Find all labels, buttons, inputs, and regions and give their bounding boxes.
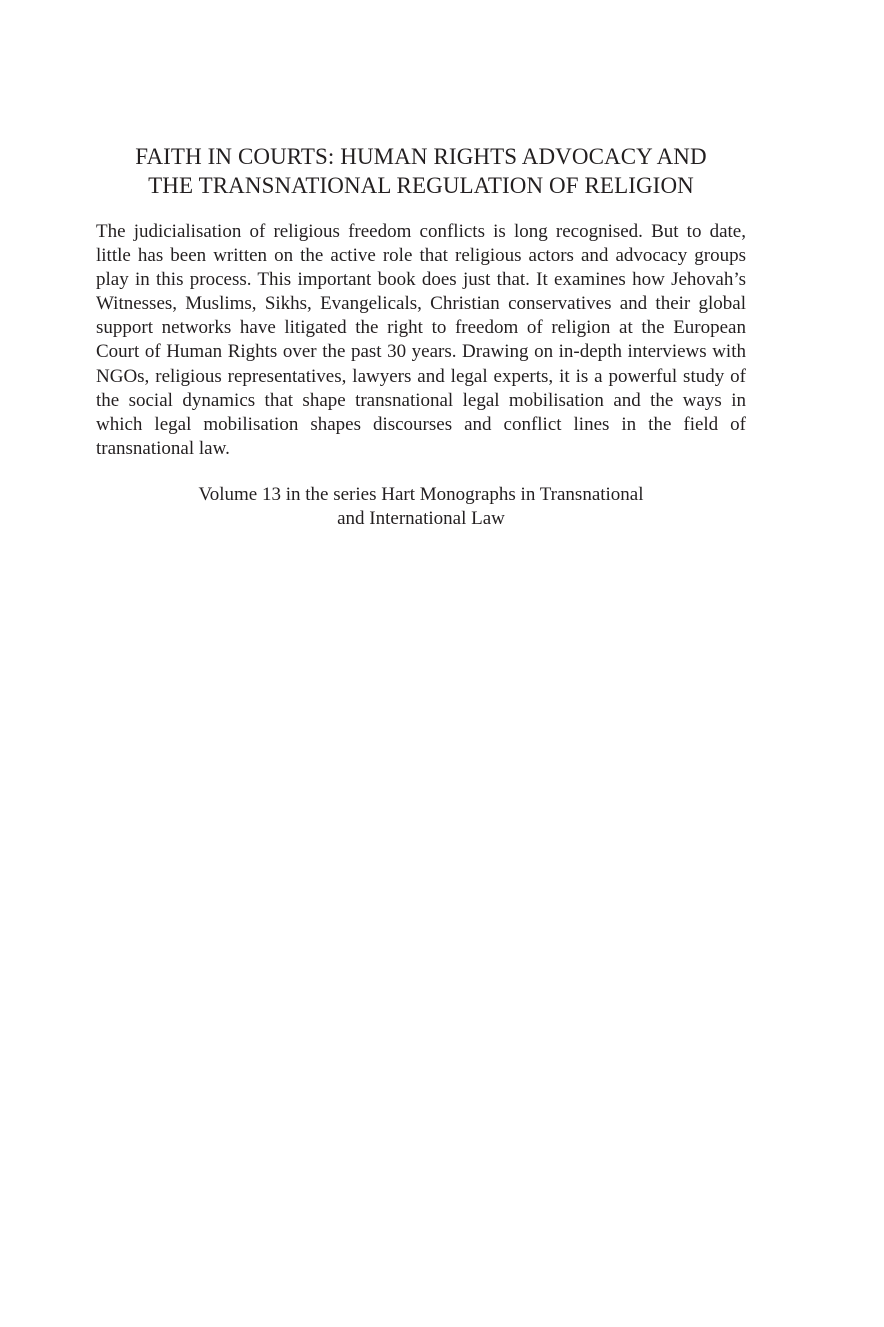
book-title-line-1: FAITH IN COURTS: HUMAN RIGHTS ADVOCACY AND xyxy=(135,144,707,169)
series-note-line-2: and International Law xyxy=(337,508,505,529)
series-note xyxy=(96,483,746,531)
book-title xyxy=(96,142,746,200)
book-description: The judicialisation of religious freedom conflicts is long recognised. But to date, little has been written on the active role that religious actors and advocacy groups play in this process. This important book does just that. It examines how Jehovah’s Witnesses, Muslims, Sikhs, Evangelicals, Christian conservatives and their global support networks have litigated the right to freedom of religion at the European Court of Human Rights over the past 30 years. Drawing on in-depth interviews with NGOs, religious representatives, lawyers and legal experts, it is a powerful study of the social dynamics that shape transnational legal mobilisation and the ways in which legal mobilisation shapes discourses and conflict lines in the field of transnational law. xyxy=(96,221,746,459)
book-title-line-2: THE TRANSNATIONAL REGULATION OF RELIGION xyxy=(148,173,694,198)
series-note-line-1: Volume 13 in the series Hart Monographs in Transnational xyxy=(198,484,644,505)
